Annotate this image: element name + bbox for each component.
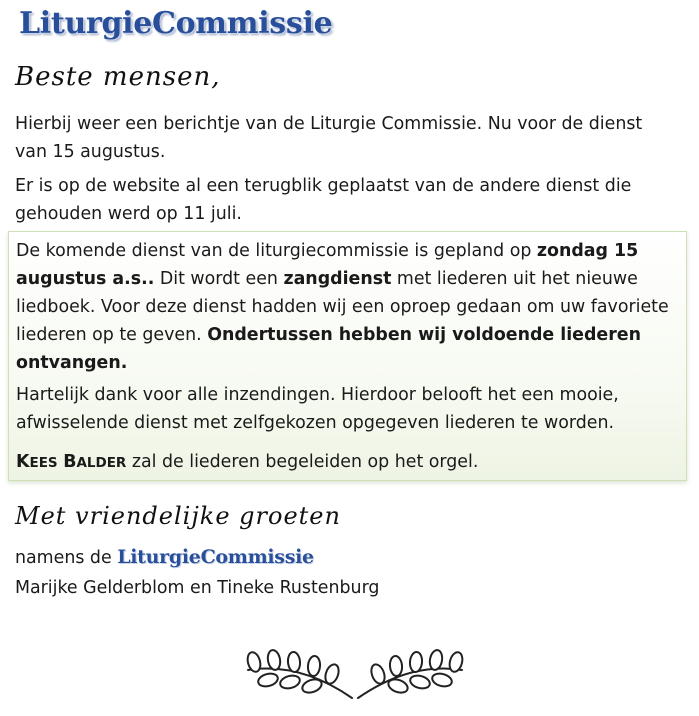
greeting-heading: Beste mensen,	[15, 62, 221, 92]
announcement-box	[8, 231, 687, 481]
announcement-paragraph: De komende dienst van de liturgiecommissie is gepland op zondag 15 augustus a.s.. Dit wordt een zangdienst met liederen uit het nieuwe liedboek. Voor deze dienst hadden wij een oproep gedaan om uw favoriete liederen op te geven. Ondertussen hebben wij voldoende liederen ontvangen.	[16, 241, 669, 373]
signatories: Marijke Gelderblom en Tineke Rustenburg	[15, 578, 380, 598]
namens-line: namens de LiturgieCommissie	[15, 546, 314, 568]
logo-liturgie-commissie-inline: LiturgieCommissie	[117, 546, 314, 568]
thanks-paragraph: Hartelijk dank voor alle inzendingen. Hierdoor belooft het een mooie, afwisselende dienst met zelfgekozen opgegeven liederen te worden.	[16, 385, 619, 433]
website-note-paragraph: Er is op de website al een terugblik geplaatst van de andere dienst die gehouden werd op 11 juli.	[15, 176, 632, 224]
laurel-branches-ornament-icon	[240, 640, 470, 702]
logo-liturgie-commissie: LiturgieCommissie	[19, 6, 333, 41]
intro-paragraph: Hierbij weer een berichtje van de Liturgie Commissie. Nu voor de dienst van 15 augustus.	[15, 114, 643, 162]
organist-name: KEES BALDER	[16, 452, 127, 472]
closing-heading: Met vriendelijke groeten	[15, 502, 341, 530]
organist-paragraph: KEES BALDER zal de liederen begeleiden op het orgel.	[16, 452, 479, 472]
